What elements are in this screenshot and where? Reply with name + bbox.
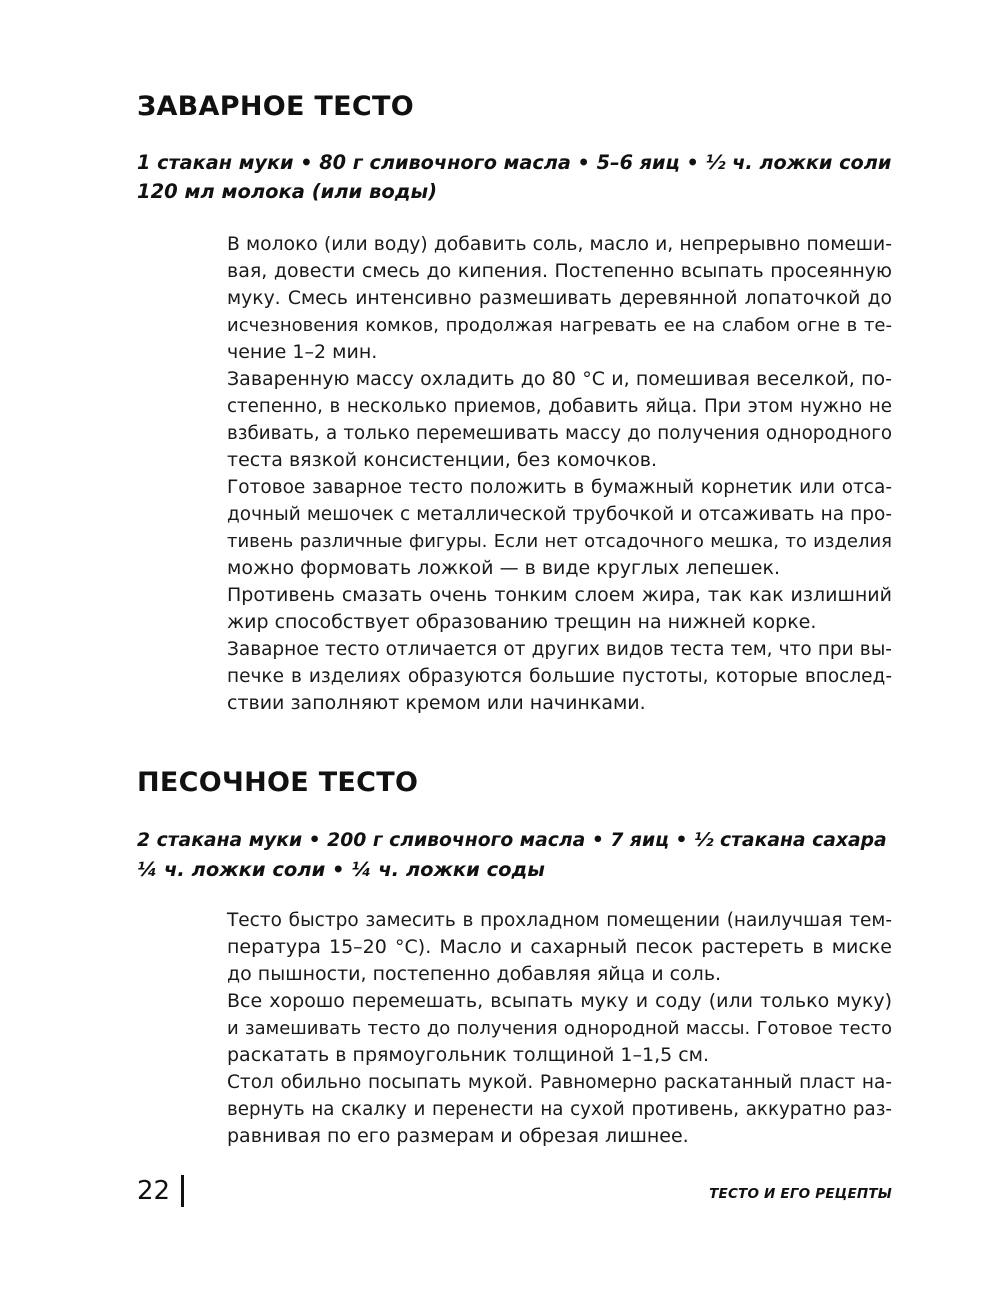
ingredients-shortcrust [137, 826, 887, 884]
text-line: Все хорошо перемешать, всыпать муку и соду (или только муку) [227, 990, 892, 1012]
text-line: Стол обильно посыпать мукой. Равномерно раскатанный пласт на- [227, 1072, 892, 1093]
text-line: ствии заполняют кремом или начинками. [227, 692, 646, 714]
text-line: пература 15–20 °С). Масло и сахарный песок растереть в миске [227, 936, 892, 958]
text-line: вернуть на скалку и перенести на сухой противень, аккуратно раз- [227, 1099, 892, 1120]
ingredients-line: ¼ ч. ложки соли • ¼ ч. ложки соды [137, 858, 545, 881]
text-line: исчезновения комков, продолжая нагревать ее на слабом огне в те- [227, 315, 892, 336]
text-line: Заваренную массу охладить до 80 °С и, помешивая веселкой, по- [227, 368, 892, 390]
text-line: печке в изделиях образуются большие пустоты, которые впослед- [227, 666, 892, 687]
section-title-shortcrust: ПЕСОЧНОЕ ТЕСТО [137, 767, 419, 798]
text-line: и замешивать тесто до получения однородной массы. Готовое тесто [227, 1018, 892, 1039]
text-line: жир способствует образованию трещин на нижней корке. [227, 611, 817, 633]
footer-divider [181, 1175, 184, 1207]
ingredients-line: 1 стакан муки • 80 г сливочного масла • 5–6 яиц • ½ ч. ложки соли [137, 151, 892, 174]
ingredients-choux [137, 148, 891, 206]
text-line: вая, довести смесь до кипения. Постепенно всыпать просеянную [227, 260, 892, 282]
text-line: В молоко (или воду) добавить соль, масло и, непрерывно помеши- [227, 234, 892, 255]
text-line: муку. Смесь интенсивно размешивать деревянной лопаточкой до [227, 288, 892, 309]
text-line: Готовое заварное тесто положить в бумажный корнетик или отса- [227, 477, 892, 498]
text-line: можно формовать ложкой — в виде круглых лепешек. [227, 557, 780, 579]
section-title-choux: ЗАВАРНОЕ ТЕСТО [137, 91, 414, 122]
recipe-text-shortcrust [227, 907, 892, 1150]
running-title: ТЕСТО И ЕГО РЕЦЕПТЫ [709, 1186, 892, 1202]
recipe-text-choux [227, 231, 892, 717]
ingredients-line: 2 стакана муки • 200 г сливочного масла • 7 яиц • ½ стакана сахара [137, 830, 887, 851]
text-line: до пышности, постепенно добавляя яйца и соль. [227, 963, 722, 985]
text-line: раскатать в прямоугольник толщиной 1–1,5 см. [227, 1044, 710, 1066]
text-line: тивень различные фигуры. Если нет отсадочного мешка, то изделия [227, 531, 892, 552]
text-line: Заварное тесто отличается от других видов теста тем, что при вы- [227, 639, 892, 660]
page-number: 22 [137, 1176, 171, 1206]
text-line: взбивать, а только перемешивать массу до получения однородного [227, 423, 892, 444]
text-line: теста вязкой консистенции, без комочков. [227, 449, 657, 471]
text-line: Противень смазать очень тонким слоем жира, так как излишний [227, 584, 892, 606]
text-line: степенно, в несколько приемов, добавить яйца. При этом нужно не [227, 396, 892, 417]
text-line: Тесто быстро замесить в прохладном помещении (наилучшая тем- [227, 910, 892, 931]
text-line: равнивая по его размерам и обрезая лишнее. [227, 1125, 689, 1147]
text-line: чение 1–2 мин. [227, 341, 378, 363]
text-line: дочный мешочек с металлической трубочкой и отсаживать на про- [227, 504, 892, 525]
ingredients-line: 120 мл молока (или воды) [137, 180, 438, 203]
